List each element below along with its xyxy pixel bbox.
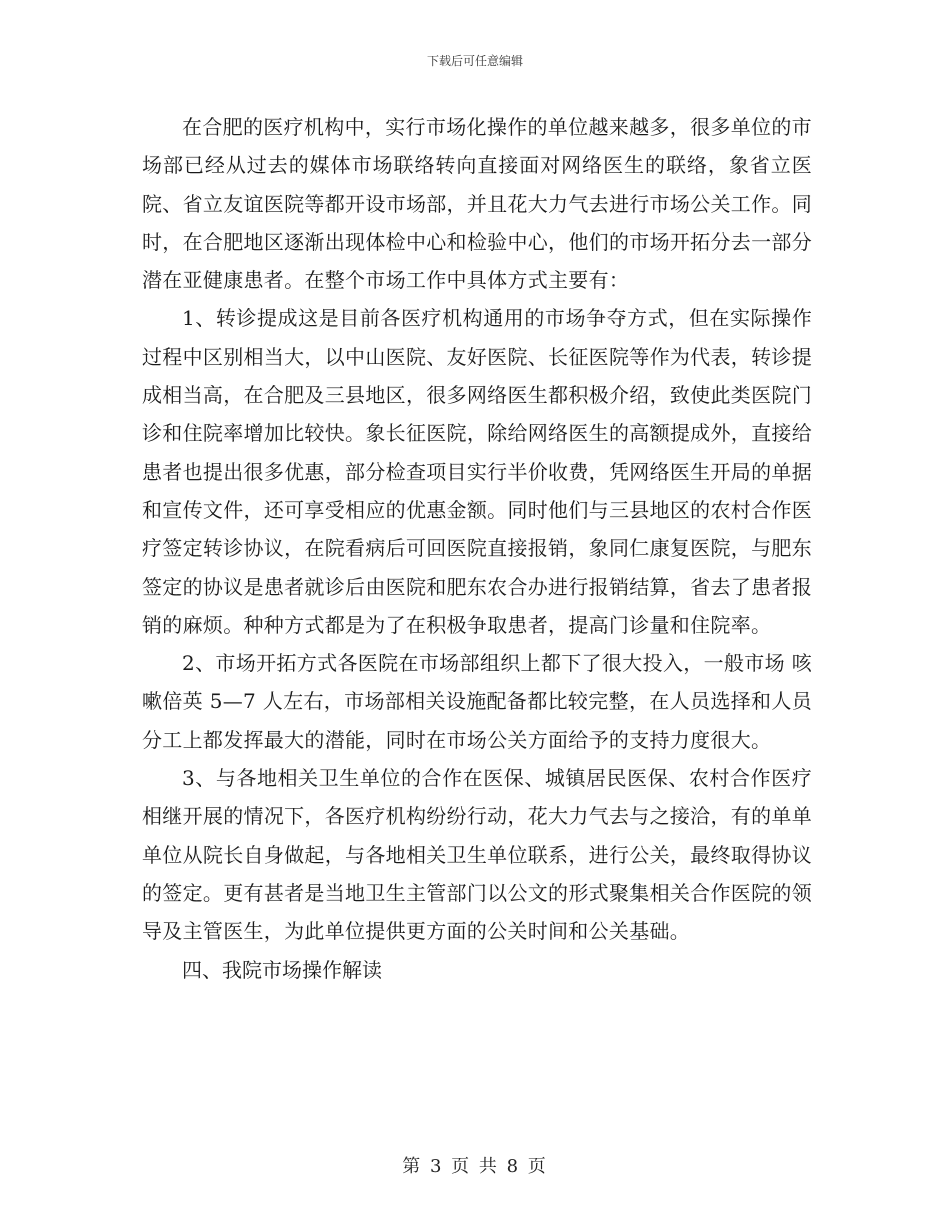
- paragraph-market-development: 2、市场开拓方式各医院在市场部组织上都下了很大投入，一般市场 咳嗽倍英 5—7 人左右，市场部相关设施配备都比较完整，在人员选择和人员分工上都发挥最大的潜能，同时在市场公关方面给予的支持力度很大。: [142, 651, 812, 752]
- document-body: [142, 108, 812, 989]
- page-number: 第 3 页 共 8 页: [402, 1156, 548, 1177]
- paragraph-referral-commission: 1、转诊提成这是目前各医疗机构通用的市场争夺方式，但在实际操作过程中区别相当大，以中山医院、友好医院、长征医院等作为代表，转诊提成相当高，在合肥及三县地区，很多网络医生都积极介绍，致使此类医院门诊和住院率增加比较快。象长征医院，除给网络医生的高额提成外，直接给患者也提出很多优惠，部分检查项目实行半价收费，凭网络医生开局的单据和宣传文件，还可享受相应的优惠金额。同时他们与三县地区的农村合作医疗签定转诊协议，在院看病后可回医院直接报销，象同仁康复医院，与肥东签定的协议是患者就诊后由医院和肥东农合办进行报销结算，省去了患者报销的麻烦。种种方式都是为了在积极争取患者，提高门诊量和住院率。: [142, 306, 812, 637]
- page-header: 下载后可任意编辑: [426, 54, 523, 68]
- paragraph-intro: 在合肥的医疗机构中，实行市场化操作的单位越来越多，很多单位的市场部已经从过去的媒体市场联络转向直接面对网络医生的联络，象省立医院、省立友谊医院等都开设市场部，并且花大力气去进行市场公关工作。同时，在合肥地区逐渐出现体检中心和检验中心，他们的市场开拓分去一部分潜在亚健康患者。在整个市场工作中具体方式主要有：: [142, 115, 812, 293]
- section-heading: 四、我院市场操作解读: [182, 957, 382, 982]
- paragraph-health-unit-cooperation: 3、与各地相关卫生单位的合作在医保、城镇居民医保、农村合作医疗相继开展的情况下，各医疗机构纷纷行动，花大力气去与之接洽，有的单单单位从院长自身做起，与各地相关卫生单位联系，进行公关，最终取得协议的签定。更有甚者是当地卫生主管部门以公文的形式聚集相关合作医院的领导及主管医生，为此单位提供更方面的公关时间和公关基础。: [142, 766, 812, 944]
